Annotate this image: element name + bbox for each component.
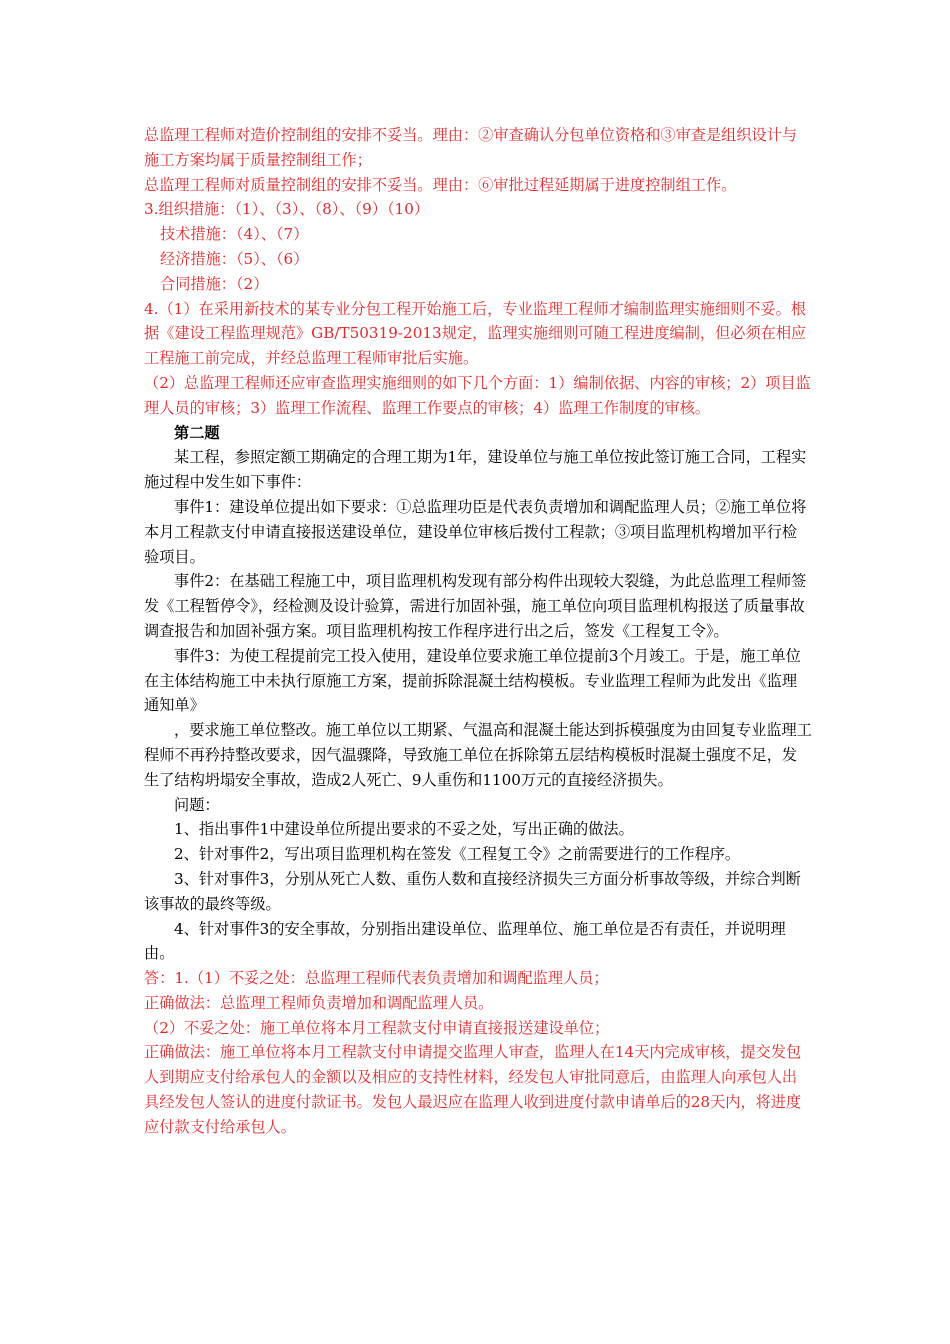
event-paragraph: ，要求施工单位整改。施工单位以工期紧、气温高和混凝土能达到拆模强度为由回复专业监理工程师不再矜持整改要求，因气温骤降，导致施工单位在拆除第五层结构模板时混凝土强度不足，发生了结构坍塌安全事故，造成2人死亡、9人重伤和1100万元的直接经济损失。 (144, 721, 812, 789)
answer-paragraph: 总监理工程师对质量控制组的安排不妥当。理由：⑥审批过程延期属于进度控制组工作。 (144, 175, 737, 194)
event-paragraph: 事件3：为使工程提前完工投入使用，建设单位要求施工单位提前3个月竣工。于是，施工单位在主体结构施工中未执行原施工方案，提前拆除混凝土结构模板。专业监理工程师为此发出《监理通知单》 (144, 646, 801, 715)
answer-paragraph: （2）不妥之处：施工单位将本月工程款支付申请直接报送建设单位； (144, 1018, 610, 1037)
questions-label: 问题： (174, 795, 220, 814)
section-heading: 第二题 (174, 423, 220, 442)
answer-paragraph: 正确做法：总监理工程师负责增加和调配监理人员。 (144, 993, 494, 1012)
answer-measures-technical: 技术措施：（4）、（7） (160, 225, 309, 244)
answer-measures-organization: 3.组织措施：（1）、（3）、（8）、（9）（10） (144, 200, 430, 219)
question-item: 1、指出事件1中建设单位所提出要求的不妥之处，写出正确的做法。 (174, 820, 634, 839)
answer-paragraph: 答：1.（1）不妥之处：总监理工程师代表负责增加和调配监理人员； (144, 969, 609, 988)
answer-paragraph: 正确做法：施工单位将本月工程款支付申请提交监理人审查，监理人在14天内完成审核，提交发包人到期应支付给承包人的金额以及相应的支持性材料，经发包人审批同意后，由监理人向承包人出具经发包人签认的进度付款证书。发包人最迟应在监理人收到进度付款申请单后的28天内，将进度应付款支付给承包人。 (144, 1043, 802, 1136)
document-body (144, 123, 812, 1140)
question-item: 3、针对事件3，分别从死亡人数、重伤人数和直接经济损失三方面分析事故等级，并综合判断该事故的最终等级。 (144, 869, 801, 913)
question-intro: 某工程，参照定额工期确定的合理工期为1年，建设单位与施工单位按此签订施工合同，工程实施过程中发生如下事件： (144, 448, 807, 492)
answer-paragraph: （2）总监理工程师还应审查监理实施细则的如下几个方面：1）编制依据、内容的审核；2）项目监理人员的审核；3）监理工作流程、监理工作要点的审核；4）监理工作制度的审核。 (144, 373, 811, 417)
question-item: 4、针对事件3的安全事故，分别指出建设单位、监理单位、施工单位是否有责任，并说明理由。 (144, 919, 786, 963)
answer-paragraph: 4.（1）在采用新技术的某专业分包工程开始施工后，专业监理工程师才编制监理实施细则不妥。根据《建设工程监理规范》GB/T50319-2013规定，监理实施细则可随工程进度编制，但必须在相应工程施工前完成，并经总监理工程师审批后实施。 (144, 299, 807, 368)
question-item: 2、针对事件2，写出项目监理机构在签发《工程复工令》之前需要进行的工作程序。 (174, 845, 741, 864)
answer-measures-economic: 经济措施：（5）、（6） (160, 249, 309, 268)
event-paragraph: 事件1：建设单位提出如下要求：①总监理功臣是代表负责增加和调配监理人员；②施工单位将本月工程款支付申请直接报送建设单位，建设单位审核后拨付工程款；③项目监理机构增加平行检验项目。 (144, 497, 807, 566)
answer-paragraph: 总监理工程师对造价控制组的安排不妥当。理由：②审查确认分包单位资格和③审查是组织设计与施工方案均属于质量控制组工作； (144, 126, 798, 169)
answer-measures-contract: 合同措施：（2） (160, 274, 269, 293)
event-paragraph: 事件2：在基础工程施工中，项目监理机构发现有部分构件出现较大裂缝，为此总监理工程师签发《工程暂停令》，经检测及设计验算，需进行加固补强，施工单位向项目监理机构报送了质量事故调查报告和加固补强方案。项目监理机构按工作程序进行出之后，签发《工程复工令》。 (144, 572, 807, 640)
